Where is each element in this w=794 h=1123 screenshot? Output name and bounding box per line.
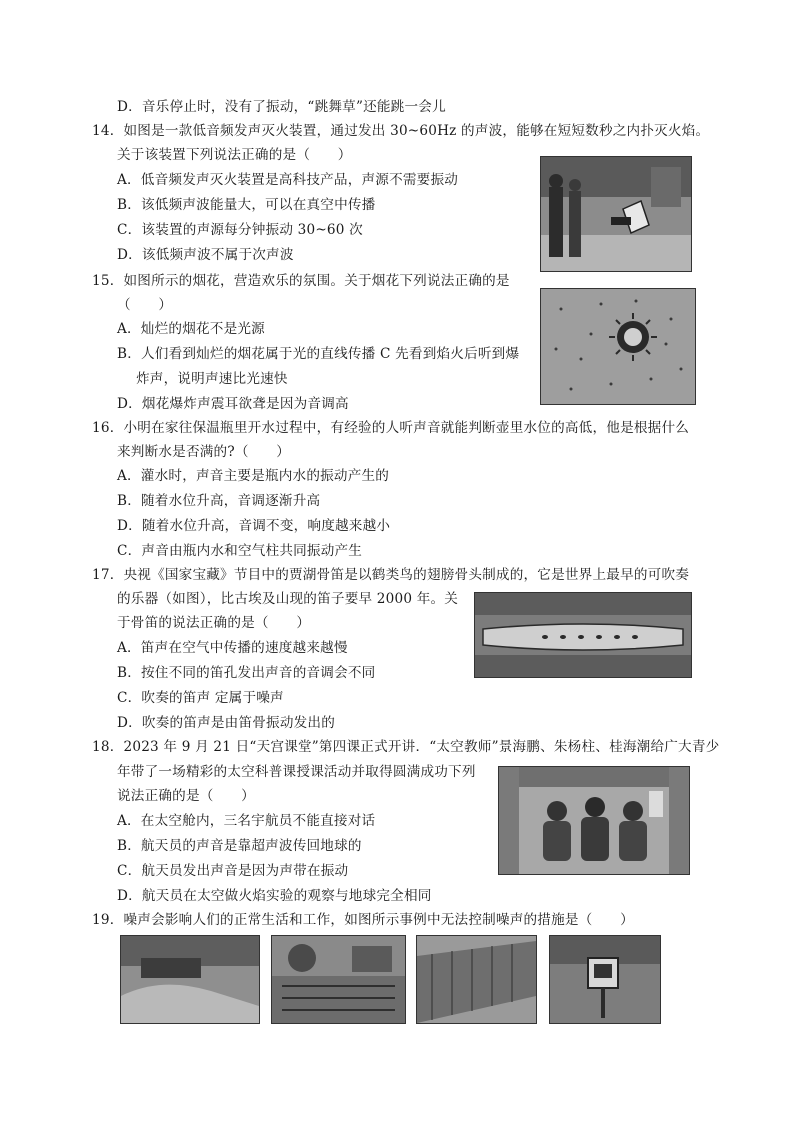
q17-option-c: C．吹奏的笛声 定属于噪声 <box>117 690 284 706</box>
q19-photo-3 <box>416 935 537 1024</box>
q18-option-a: A．在太空舱内，三名宇航员不能直接对话 <box>117 813 376 829</box>
q19-photo-1 <box>120 935 260 1024</box>
q15-option-b: B．人们看到灿烂的烟花属于光的直线传播 C 先看到焰火后听到爆 <box>117 346 520 362</box>
q18-option-c: C．航天员发出声音是因为声带在振动 <box>117 863 349 879</box>
q17-option-d: D．吹奏的笛声是由笛骨振动发出的 <box>117 715 336 731</box>
q19-photo-2 <box>271 935 406 1024</box>
q18-option-d: D．航天员在太空做火焰实验的观察与地球完全相同 <box>117 888 432 904</box>
q17-option-b: B．按住不同的笛孔发出声音的音调会不同 <box>117 665 376 681</box>
q18-astronauts-photo <box>498 766 690 875</box>
q17-stem-cont: 的乐器（如图），比古埃及山现的笛子要早 2000 年。关 <box>117 591 459 607</box>
q16-option-c: C．声音由瓶内水和空气柱共同振动产生 <box>117 543 363 559</box>
q17-option-a: A．笛声在空气中传播的速度越来越慢 <box>117 640 348 656</box>
q14-option-c: C．该装置的声源每分钟振动 30~60 次 <box>117 222 363 238</box>
q18-option-b: B．航天员的声音是靠超声波传回地球的 <box>117 838 362 854</box>
q13-option-d: D．音乐停止时，没有了振动，“跳舞草”还能跳一会儿 <box>117 99 446 115</box>
q17-stem-cont2: 于骨笛的说法正确的是（ ） <box>117 615 311 631</box>
q14-option-d: D．该低频声波不属于次声波 <box>117 247 294 263</box>
q14-stem: 14．如图是一款低音频发声灭火装置，通过发出 30~60Hz 的声波，能够在短短数秒之内扑灭火焰。 <box>92 123 710 139</box>
q18-stem: 18．2023 年 9 月 21 日“天宫课堂”第四课正式开讲．“太空教师”景海鹏、朱杨柱、桂海潮给广大青少 <box>92 739 720 755</box>
q15-stem-cont: （ ） <box>117 297 173 313</box>
q18-stem-cont: 年带了一场精彩的太空科普课授课活动并取得圆满成功下列 <box>117 764 476 780</box>
q16-stem: 16．小明在家往保温瓶里开水过程中，有经验的人听声音就能判断壶里水位的高低，他是根据什么 <box>92 420 690 436</box>
q19-photo-4 <box>549 935 661 1024</box>
q16-option-d: D．随着水位升高，音调不变，响度越来越小 <box>117 518 391 534</box>
q16-option-b: B．随着水位升高，音调逐渐升高 <box>117 493 321 509</box>
q17-bone-flute-photo <box>474 592 692 678</box>
q15-option-a: A．灿烂的烟花不是光源 <box>117 321 265 337</box>
q19-stem: 19．噪声会影响人们的正常生活和工作，如图所示事例中无法控制噪声的措施是（ ） <box>92 912 634 928</box>
q18-stem-cont2: 说法正确的是（ ） <box>117 788 255 804</box>
q16-option-a: A．灌水时，声音主要是瓶内水的振动产生的 <box>117 468 390 484</box>
q16-stem-cont: 来判断水是否满的?（ ） <box>117 444 291 460</box>
q17-stem: 17．央视《国家宝藏》节目中的贾湖骨笛是以鹤类鸟的翅膀骨头制成的，它是世界上最早的可吹奏 <box>92 567 690 583</box>
q15-fireworks-photo <box>540 288 696 405</box>
q14-stem-cont: 关于该装置下列说法正确的是（ ） <box>117 147 352 163</box>
q15-option-b-cont: 炸声，说明声速比光速快 <box>136 371 288 387</box>
q14-option-a: A．低音频发声灭火装置是高科技产品，声源不需要振动 <box>117 172 459 188</box>
q14-device-photo <box>540 156 692 272</box>
q14-option-b: B．该低频声波能量大，可以在真空中传播 <box>117 197 376 213</box>
q15-option-d: D．烟花爆炸声震耳欲聋是因为音调高 <box>117 396 349 412</box>
q15-stem: 15．如图所示的烟花，营造欢乐的氛围。关于烟花下列说法正确的是 <box>92 273 510 289</box>
